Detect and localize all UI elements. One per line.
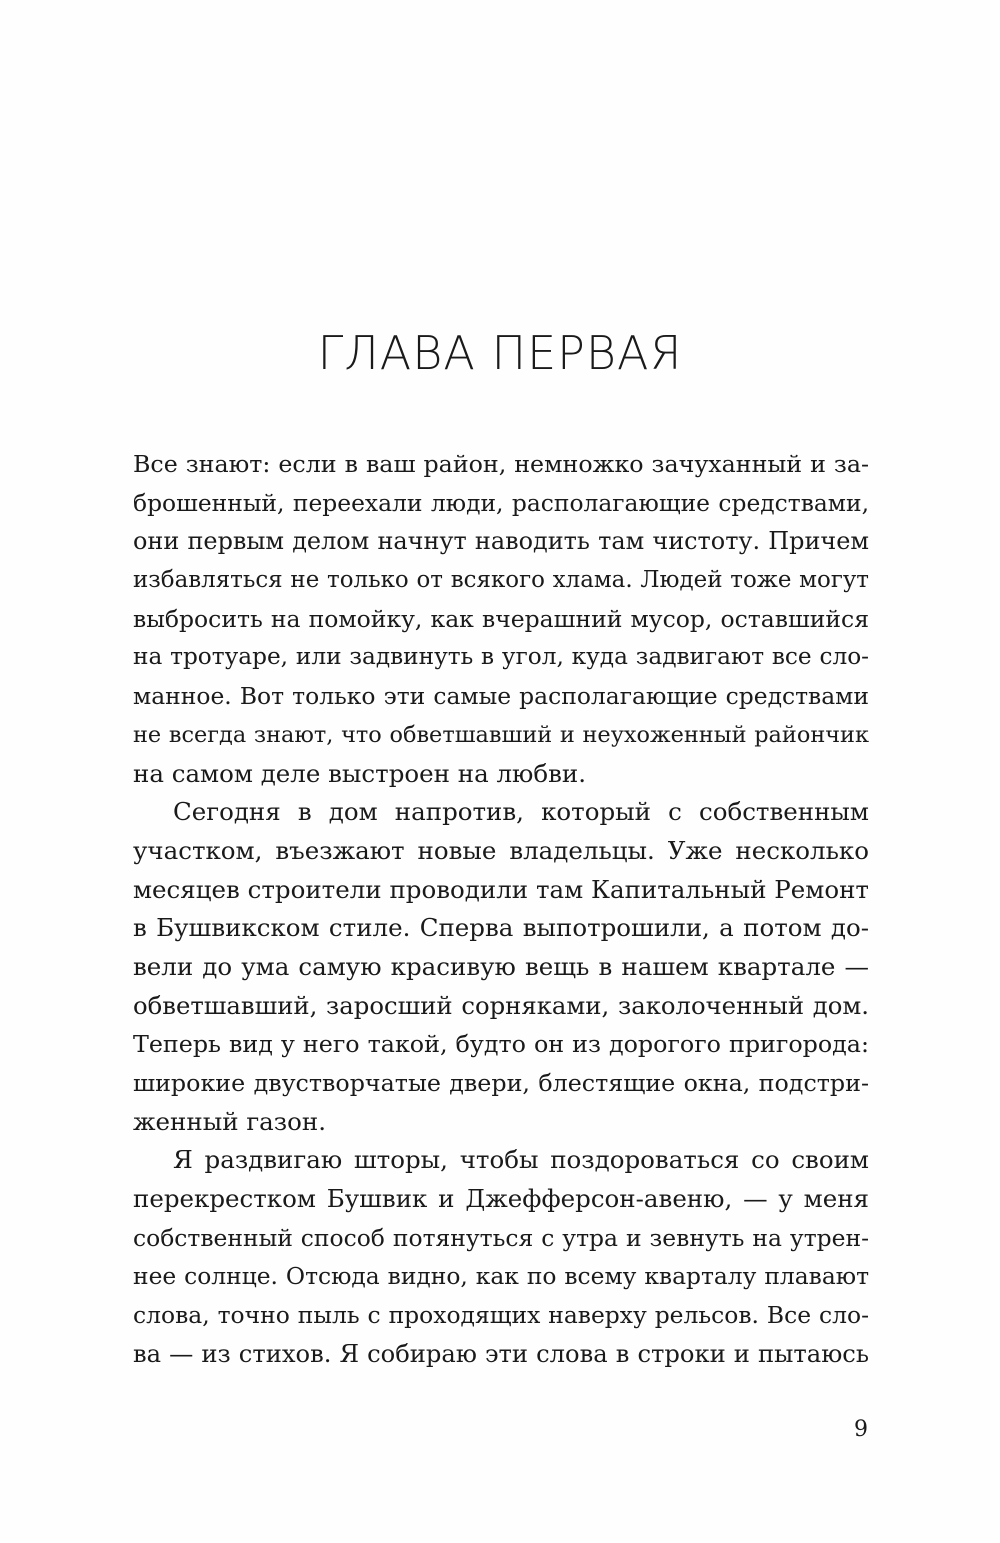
text-line: участком, въезжают новые владельцы. Уже несколько [133,835,869,865]
text-line: избавляться не только от всякого хлама. Людей тоже могут [133,567,869,594]
text-line: на тротуаре, или задвинуть в угол, куда задвигают все сло- [133,643,869,671]
text-line: широкие двустворчатые двери, блестящие окна, подстри- [133,1069,869,1097]
text-line: брошенный, переехали люди, располагающие средствами, [133,488,869,517]
text-line: они первым делом начнут наводить там чистоту. Причем [133,527,869,556]
chapter-title: ГЛАВА ПЕРВАЯ [317,326,683,380]
text-line: перекрестком Бушвик и Джефферсон-авеню, — у меня [133,1184,869,1214]
page-number: 9 [854,1417,868,1442]
text-line: нее солнце. Отсюда видно, как по всему кварталу плавают [133,1262,869,1291]
text-line: месяцев строители проводили там Капитальный Ремонт [133,874,869,904]
text-line: Я раздвигаю шторы, чтобы поздороваться со своим [173,1145,869,1175]
text-line: женный газон. [133,1106,326,1136]
text-line: вели до ума самую красивую вещь в нашем квартале — [133,951,869,981]
body-text [133,445,869,1374]
text-line: в Бушвикском стиле. Сперва выпотрошили, а потом до- [133,913,869,943]
text-line: ва — из стихов. Я собираю эти слова в строки и пытаюсь [133,1339,869,1368]
text-line: Сегодня в дом напротив, который с собственным [173,797,869,827]
text-line: на самом деле выстроен на любви. [133,758,587,788]
text-line: не всегда знают, что обветшавший и неухоженный райончик [133,721,869,748]
text-line: обветшавший, заросший сорняками, заколоченный дом. [133,990,869,1020]
text-line: манное. Вот только эти самые располагающие средствами [133,682,869,711]
text-line: выбросить на помойку, как вчерашний мусор, оставшийся [133,604,869,633]
text-line: Теперь вид у него такой, будто он из дорогого пригорода: [133,1030,869,1059]
text-line: собственный способ потянуться с утра и зевнуть на утрен- [133,1223,869,1252]
text-line: слова, точно пыль с проходящих наверху рельсов. Все сло- [133,1301,869,1330]
text-line: Все знают: если в ваш район, немножко зачуханный и за- [133,450,869,478]
